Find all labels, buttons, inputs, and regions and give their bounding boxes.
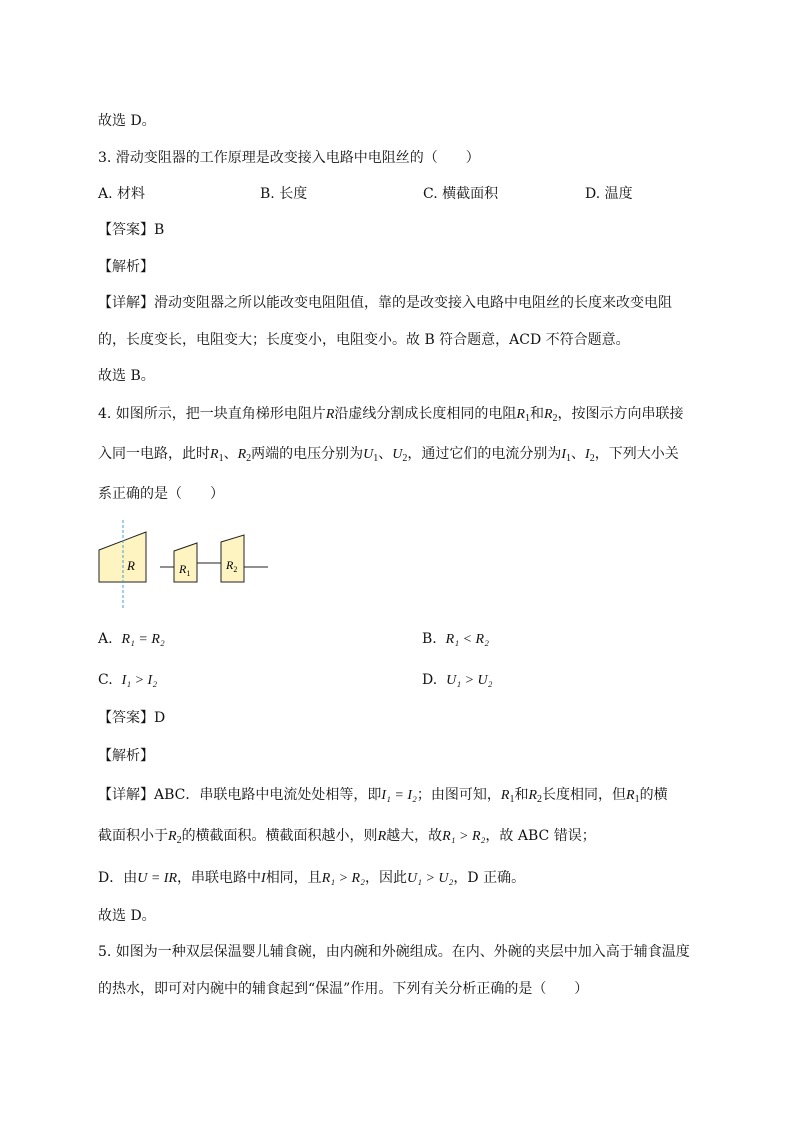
q4-option-b: B. R₁ < R₂ xyxy=(422,631,489,647)
q4-answer: 【答案】D xyxy=(98,710,166,726)
question-4-line-2: 入同一电路，此时$R_1$、$R_2$两端的电压分别为$U_1$、$U_2$，通过它们的电流分别为$I_1$、$I_2$，下列大小关 xyxy=(98,446,679,464)
q3-option-d: D. 温度 xyxy=(585,186,633,202)
q4-detail-1: 【详解】ABC．串联电路中电流处处相等，即I₁ = I₂；由图可知，$R_1$和$R_2$长度相同，但$R_1$的横 xyxy=(98,787,668,805)
q3-analysis-heading: 【解析】 xyxy=(98,259,154,275)
q3-option-a: A. 材料 xyxy=(98,186,146,202)
question-5-line-2: 的热水，即可对内碗中的辅食起到“保温”作用。下列有关分析正确的是（ ） xyxy=(98,981,589,997)
label-r2: $R_2$ xyxy=(226,558,238,574)
q3-option-b: B. 长度 xyxy=(260,186,308,202)
q4-analysis-heading: 【解析】 xyxy=(98,748,154,764)
q4-option-d: D. U₁ > U₂ xyxy=(422,672,493,688)
resistor-figure xyxy=(96,520,276,612)
q3-answer: 【答案】B xyxy=(98,222,165,238)
q3-detail-2: 的，长度变长，电阻变大；长度变小，电阻变小。故 B 符合题意，ACD 不符合题意。 xyxy=(98,332,630,348)
q3-select: 故选 B。 xyxy=(98,368,155,384)
q4-option-c: C. I₁ > I₂ xyxy=(98,672,158,688)
q4-detail-3: D．由U = IR，串联电路中I相同，且R₁ > R₂，因此U₁ > U₂，D 正确。 xyxy=(98,870,526,886)
question-4-line-1: 4. 如图所示，把一块直角梯形电阻片R沿虚线分割成长度相同的电阻$R_1$和$R_2$，按图示方向串联接 xyxy=(98,406,684,424)
question-5-line-1: 5. 如图为一种双层保温婴儿辅食碗，由内碗和外碗组成。在内、外碗的夹层中加入高于辅食温度 xyxy=(98,944,690,960)
q3-detail-1: 【详解】滑动变阻器之所以能改变电阻阻值，靠的是改变接入电路中电阻丝的长度来改变电阻 xyxy=(98,295,672,311)
label-r: R xyxy=(127,558,135,573)
question-3: 3. 滑动变阻器的工作原理是改变接入电路中电阻丝的（ ） xyxy=(98,150,480,166)
question-4-line-3: 系正确的是（ ） xyxy=(98,486,224,502)
q4-select: 故选 D。 xyxy=(98,908,156,924)
q4-detail-2: 截面积小于$R_2$的横截面积。横截面积越小，则R越大，故R₁ > R₂，故 ABC 错误； xyxy=(98,828,596,846)
line-select-d: 故选 D。 xyxy=(98,113,156,129)
q3-option-c: C. 横截面积 xyxy=(423,186,499,202)
q4-option-a: A. R₁ = R₂ xyxy=(98,631,165,647)
label-r1: $R_1$ xyxy=(179,562,191,578)
